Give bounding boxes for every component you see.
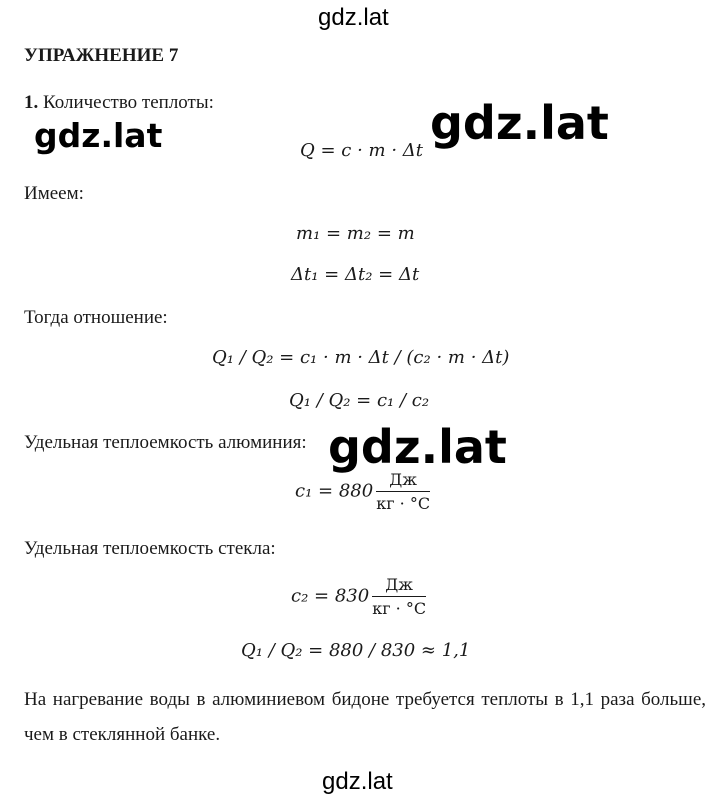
item-number: 1. — [24, 92, 39, 113]
watermark-right: gdz.lat — [430, 96, 609, 150]
unit-denominator: кг · °С — [376, 494, 431, 513]
ratio-label: Тогда отношение: — [24, 307, 168, 328]
formula-c1 — [295, 470, 430, 513]
watermark-left: gdz.lat — [30, 116, 166, 155]
item-line — [24, 92, 214, 114]
exercise-heading: УПРАЖНЕНИЕ 7 — [24, 45, 179, 66]
glass-label: Удельная теплоемкость стекла: — [24, 538, 276, 559]
watermark-middle: gdz.lat — [328, 420, 507, 474]
unit-numerator: Дж — [372, 575, 426, 597]
aluminum-label: Удельная теплоемкость алюминия: — [24, 432, 307, 453]
formula-c2 — [291, 575, 426, 618]
unit-numerator: Дж — [376, 470, 430, 492]
formula-c2-lhs: c₂ = 830 — [291, 585, 370, 607]
conclusion-paragraph: На нагревание воды в алюминиевом бидоне требуется теплоты в 1,1 раза больше, чем в стеклянной банке. — [24, 689, 706, 745]
formula-heat: Q = c · m · Δt — [300, 140, 423, 161]
unit-denominator: кг · °С — [372, 599, 427, 618]
watermark-top: gdz.lat — [318, 4, 389, 31]
have-label: Имеем: — [24, 183, 84, 204]
unit-fraction-c2 — [372, 575, 426, 618]
unit-fraction-c1 — [376, 470, 430, 513]
formula-mass: m₁ = m₂ = m — [296, 223, 415, 244]
formula-ratio-full: Q₁ / Q₂ = c₁ · m · Δt / (c₂ · m · Δt) — [212, 347, 510, 368]
formula-c1-lhs: c₁ = 880 — [295, 480, 374, 502]
formula-result: Q₁ / Q₂ = 880 / 830 ≈ 1,1 — [241, 640, 471, 661]
watermark-bottom: gdz.lat — [322, 768, 393, 795]
formula-ratio-short: Q₁ / Q₂ = c₁ / c₂ — [289, 390, 430, 411]
item-text: Количество теплоты: — [43, 92, 214, 113]
formula-temp: Δt₁ = Δt₂ = Δt — [291, 264, 420, 285]
